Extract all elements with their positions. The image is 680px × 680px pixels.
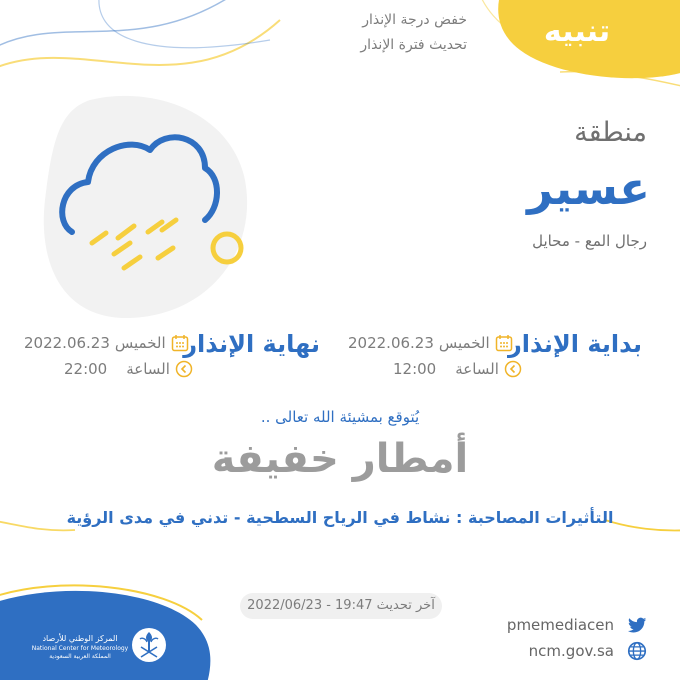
region-label: منطقة bbox=[574, 117, 647, 148]
logo-name-en: National Center for Meteorology bbox=[31, 645, 129, 652]
end-day: الخميس bbox=[114, 334, 166, 352]
start-period-title: بداية الإنذار bbox=[507, 330, 642, 358]
status-downgrade: خفض درجة الإنذار bbox=[362, 12, 467, 28]
last-update-value: 2022/06/23 - 19:47 bbox=[247, 598, 373, 613]
ncm-logo-text bbox=[30, 634, 130, 660]
start-time-label: الساعة bbox=[455, 360, 499, 378]
twitter-link[interactable] bbox=[507, 614, 648, 636]
last-update-pill bbox=[240, 593, 442, 619]
saudi-emblem-icon bbox=[130, 626, 168, 664]
calendar-icon bbox=[171, 334, 189, 352]
forecast-effects: التأثيرات المصاحبة : نشاط في الرياح السطحية - تدني في مدى الرؤية bbox=[66, 508, 614, 527]
clock-arrow-icon bbox=[175, 360, 193, 378]
alert-badge-title: تنبيه bbox=[543, 14, 611, 49]
end-date-row bbox=[24, 334, 189, 352]
region-areas: رجال المع - محايل bbox=[532, 232, 647, 250]
status-period-update: تحديث فترة الإنذار bbox=[360, 37, 467, 53]
end-time: 22:00 bbox=[64, 360, 108, 378]
region-name: عسير bbox=[527, 162, 650, 215]
end-period-title: نهاية الإنذار bbox=[183, 330, 320, 358]
start-date-row bbox=[348, 334, 513, 352]
website-url: ncm.gov.sa bbox=[528, 642, 614, 660]
start-time-row bbox=[393, 360, 522, 378]
start-day: الخميس bbox=[438, 334, 490, 352]
logo-name-ar: المركز الوطني للأرصاد bbox=[42, 634, 118, 643]
calendar-icon bbox=[495, 334, 513, 352]
last-update-label: آخر تحديث bbox=[376, 598, 435, 613]
end-time-row bbox=[64, 360, 193, 378]
website-link[interactable] bbox=[529, 640, 648, 662]
end-date: 2022.06.23 bbox=[24, 334, 110, 352]
clock-arrow-icon bbox=[504, 360, 522, 378]
twitter-handle: pmemediacen bbox=[506, 616, 614, 634]
forecast-intro: يُتوقع بمشيئة الله تعالى .. bbox=[260, 408, 420, 426]
twitter-icon bbox=[626, 614, 648, 636]
start-time: 12:00 bbox=[393, 360, 437, 378]
forecast-event: أمطار خفيفة bbox=[211, 436, 469, 482]
end-time-label: الساعة bbox=[126, 360, 170, 378]
start-date: 2022.06.23 bbox=[348, 334, 434, 352]
logo-country-ar: المملكة العربية السعودية bbox=[49, 653, 111, 660]
globe-icon bbox=[626, 640, 648, 662]
